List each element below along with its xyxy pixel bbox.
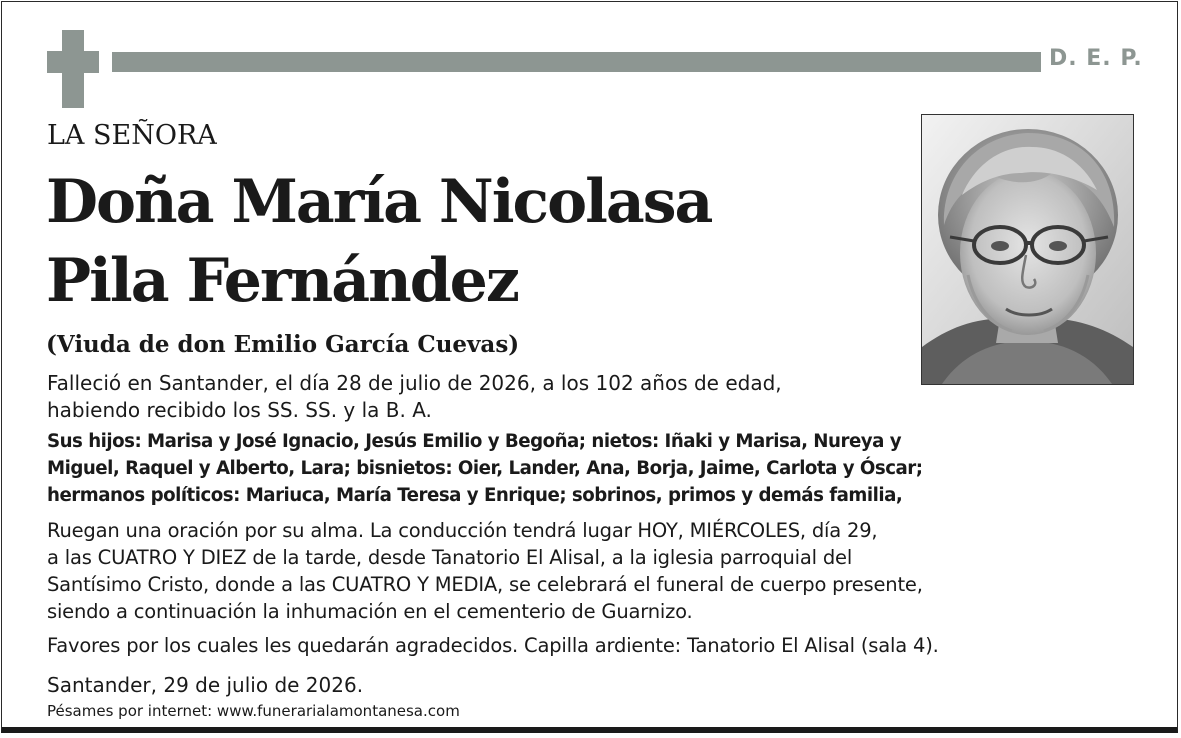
death-line-1: Falleció en Santander, el día 28 de julio de 2026, a los 102 años de edad, <box>47 371 782 395</box>
family-line: hermanos políticos: Mariuca, María Teresa y Enrique; sobrinos, primos y demás familia, <box>47 485 903 506</box>
service-line: a las CUATRO Y DIEZ de la tarde, desde Tanatorio El Alisal, a la iglesia parroquial del <box>47 546 853 569</box>
service-line: Favores por los cuales les quedarán agradecidos. Capilla ardiente: Tanatorio El Alisal (sala 4). <box>47 634 939 657</box>
family-line: Sus hijos: Marisa y José Ignacio, Jesús Emilio y Begoña; nietos: Iñaki y Marisa, Nureya y <box>47 431 902 452</box>
dep-label: D. E. P. <box>1049 46 1143 71</box>
service-line: Santísimo Cristo, donde a las CUATRO Y MEDIA, se celebrará el funeral de cuerpo presente, <box>47 573 923 596</box>
place-date: Santander, 29 de julio de 2026. <box>47 673 364 697</box>
widow-of: (Viuda de don Emilio García Cuevas) <box>46 331 520 358</box>
condolences-website: Pésames por internet: www.funerarialamontanesa.com <box>47 702 460 720</box>
cross-icon-bar <box>47 51 99 73</box>
deceased-name-line-2: Pila Fernández <box>46 246 518 316</box>
death-line-2: habiendo recibido los SS. SS. y la B. A. <box>47 398 432 422</box>
header-bar <box>112 52 1041 72</box>
service-line: Ruegan una oración por su alma. La conducción tendrá lugar HOY, MIÉRCOLES, día 29, <box>47 519 878 542</box>
portrait-photo <box>921 114 1134 385</box>
service-line: siendo a continuación la inhumación en el cementerio de Guarnizo. <box>47 600 693 623</box>
deceased-name-line-1: Doña María Nicolasa <box>46 167 712 237</box>
title-label: LA SEÑORA <box>47 120 217 151</box>
family-line: Miguel, Raquel y Alberto, Lara; bisnietos: Oier, Lander, Ana, Borja, Jaime, Carlota y Óscar; <box>47 458 923 479</box>
